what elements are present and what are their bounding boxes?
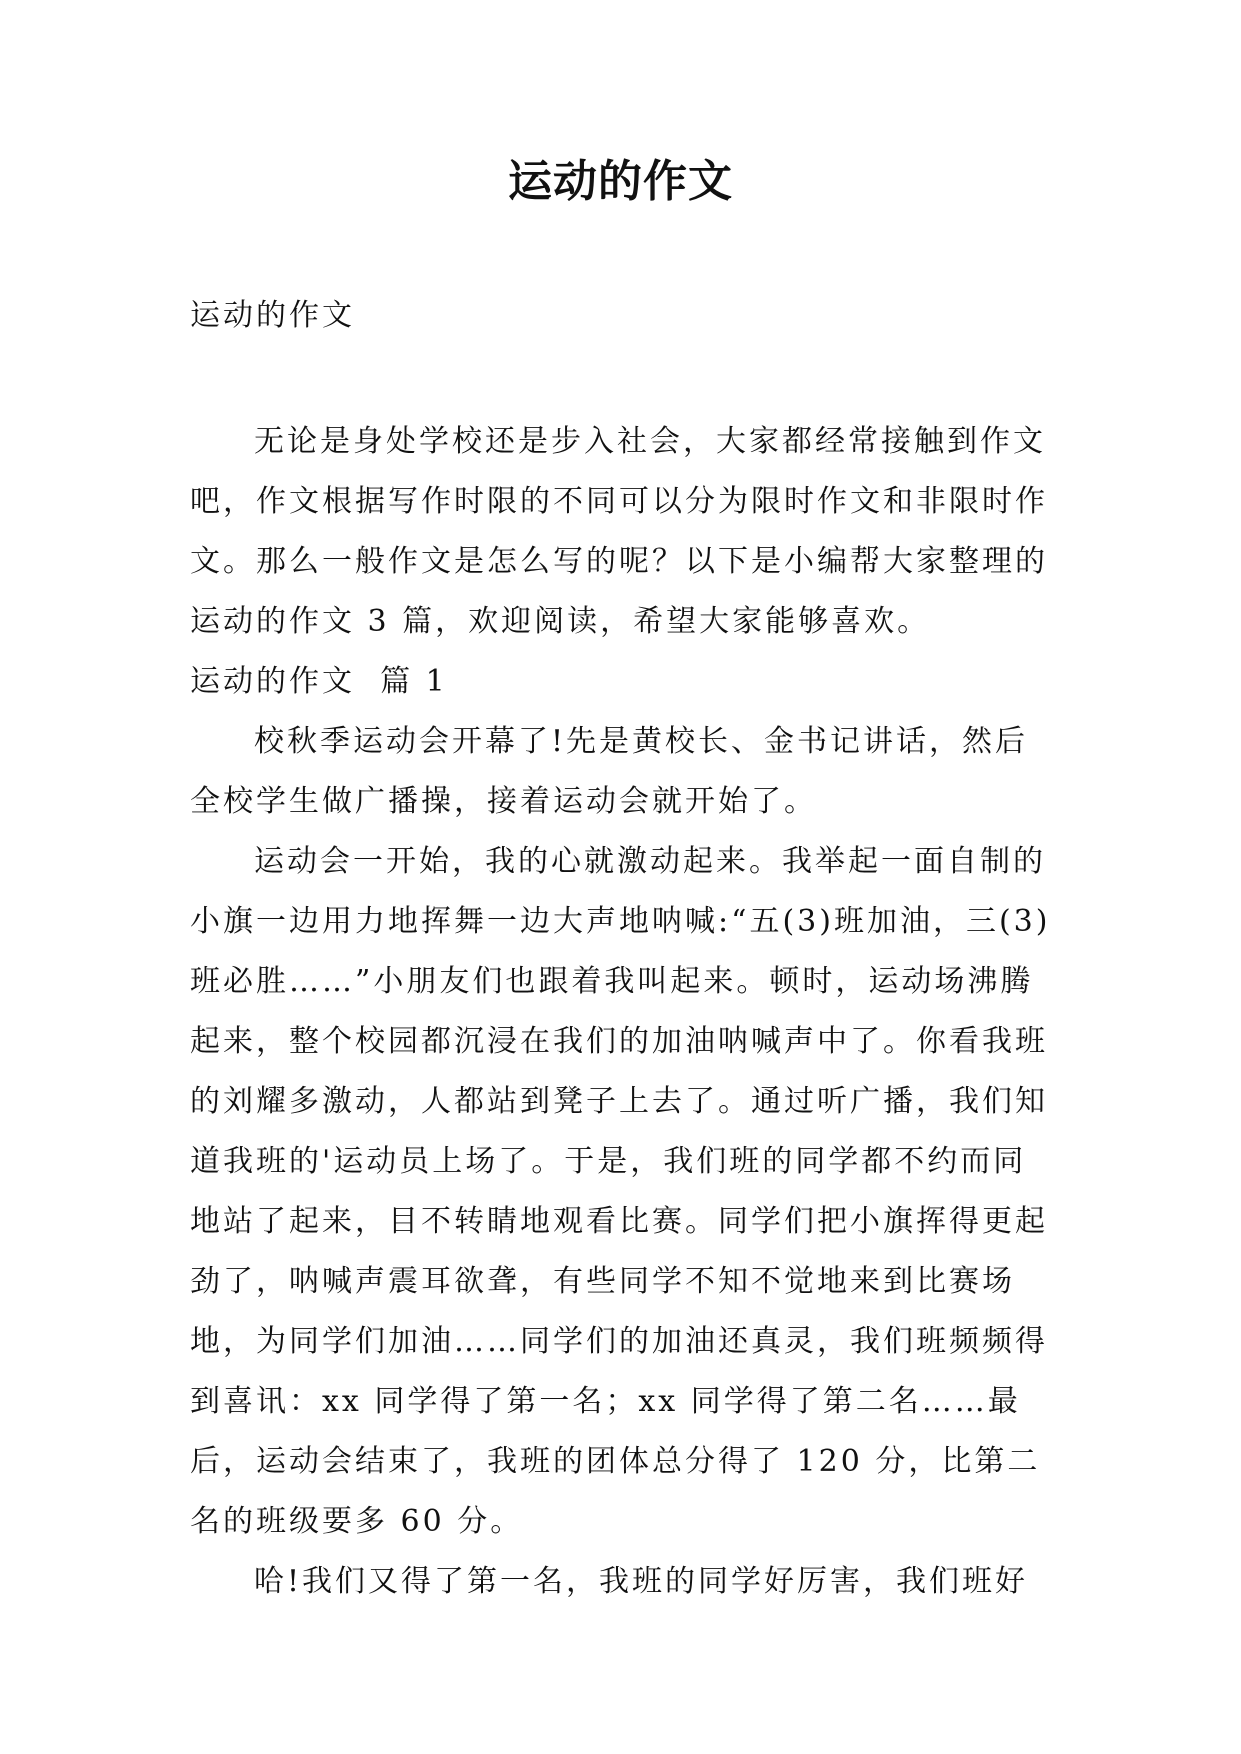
section-heading: 运动的作文 篇 1: [190, 664, 448, 699]
document-subtitle: 运动的作文: [190, 298, 355, 333]
intro-paragraph: 无论是身处学校还是步入社会，大家都经常接触到作文吧，作文根据写作时限的不同可以分为限时作文和非限时作文。那么一般作文是怎么写的呢？以下是小编帮大家整理的运动的作文 3 篇，欢迎阅读，希望大家能够喜欢。: [190, 424, 1048, 639]
document-title: 运动的作文: [508, 156, 733, 207]
body-paragraph: 哈!我们又得了第一名，我班的同学好厉害，我们班好: [254, 1564, 1029, 1599]
body-paragraph: 校秋季运动会开幕了!先是黄校长、金书记讲话，然后全校学生做广播操，接着运动会就开始了。: [190, 724, 1029, 819]
body-paragraph: 运动会一开始，我的心就激动起来。我举起一面自制的小旗一边用力地挥舞一边大声地呐喊:“五(3)班加油，三(3)班必胜……”小朋友们也跟着我叫起来。顿时，运动场沸腾起来，整个校园都沉浸在我们的加油呐喊声中了。你看我班的刘耀多激动，人都站到凳子上去了。通过听广播，我们知道我班的'运动员上场了。于是，我们班的同学都不约而同地站了起来，目不转睛地观看比赛。同学们把小旗挥得更起劲了，呐喊声震耳欲聋，有些同学不知不觉地来到比赛场地，为同学们加油……同学们的加油还真灵，我们班频频得到喜讯：xx 同学得了第一名；xx 同学得了第二名……最后，运动会结束了，我班的团体总分得了 120 分，比第二名的班级要多 60 分。: [190, 844, 1051, 1539]
document-body: [190, 286, 1052, 1612]
